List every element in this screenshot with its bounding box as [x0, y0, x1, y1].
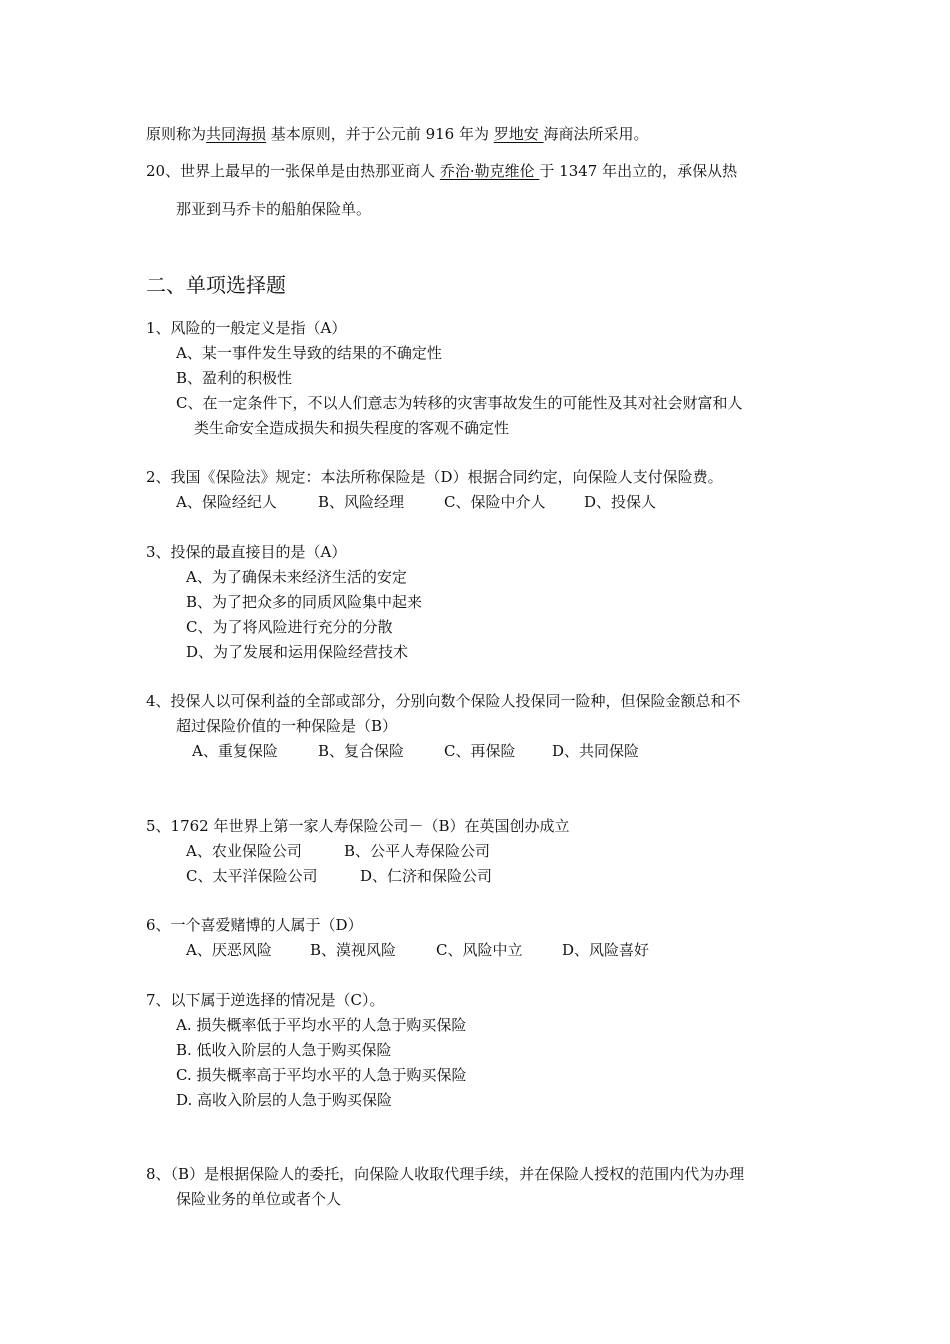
option-d: D、共同保险 — [552, 742, 640, 760]
option-d: D、为了发展和运用保险经营技术 — [186, 643, 409, 661]
intro-text: 原则称为 — [146, 125, 207, 143]
option-a: A、为了确保未来经济生活的安定 — [186, 568, 407, 586]
option-c: C、太平洋保险公司 — [186, 867, 318, 885]
option-b: B、为了把众多的同质风险集中起来 — [186, 593, 423, 611]
option-b: B、盈利的积极性 — [176, 369, 293, 387]
options-row — [186, 940, 649, 960]
option-b: B、公平人寿保险公司 — [344, 842, 491, 860]
intro-text: 基本原则，并于公元前 916 年为 — [266, 125, 494, 143]
question-text: 于 1347 年出立的，承保从热 — [539, 162, 738, 180]
intro-text: 海商法所采用。 — [543, 125, 649, 143]
question-text: 20、世界上最早的一张保单是由热那亚商人 — [146, 162, 440, 180]
option-a: A、农业保险公司 — [186, 842, 302, 860]
option-b: B、风险经理 — [318, 493, 405, 511]
option-b: B. 低收入阶层的人急于购买保险 — [176, 1041, 392, 1059]
option-a: A. 损失概率低于平均水平的人急于购买保险 — [176, 1016, 467, 1034]
intro-line-1 — [146, 124, 649, 144]
option-d: D、投保人 — [584, 493, 657, 511]
question-5: 5、1762 年世界上第一家人寿保险公司－（B）在英国创办成立 — [146, 817, 570, 835]
option-c: C. 损失概率高于平均水平的人急于购买保险 — [176, 1066, 467, 1084]
question-3: 3、投保的最直接目的是（A） — [146, 543, 347, 561]
option-a: A、重复保险 — [192, 742, 278, 760]
options-row — [186, 866, 492, 886]
question-8-continuation: 保险业务的单位或者个人 — [176, 1190, 342, 1208]
options-row — [186, 841, 490, 861]
option-b: B、复合保险 — [318, 742, 405, 760]
option-c: C、风险中立 — [436, 941, 523, 959]
question-4-continuation: 超过保险价值的一种保险是（B） — [176, 717, 398, 735]
option-a: A、保险经纪人 — [176, 493, 277, 511]
option-c: C、在一定条件下，不以人们意志为转移的灾害事故发生的可能性及其对社会财富和人 — [176, 394, 743, 412]
option-c: C、保险中介人 — [444, 493, 546, 511]
option-d: D. 高收入阶层的人急于购买保险 — [176, 1091, 393, 1109]
question-6: 6、一个喜爱赌博的人属于（D） — [146, 916, 363, 934]
option-a: A、某一事件发生导致的结果的不确定性 — [176, 344, 442, 362]
answer-blank: 共同海损 — [206, 125, 267, 143]
options-row — [176, 492, 656, 512]
question-20-continuation: 那亚到马乔卡的船舶保险单。 — [176, 200, 372, 218]
question-8: 8、（B）是根据保险人的委托，向保险人收取代理手续，并在保险人授权的范围内代为办理 — [146, 1165, 745, 1183]
option-c: C、再保险 — [444, 742, 516, 760]
question-1: 1、风险的一般定义是指（A） — [146, 319, 347, 337]
section-title: 二、单项选择题 — [146, 273, 286, 297]
question-4: 4、投保人以可保利益的全部或部分，分别向数个保险人投保同一险种，但保险金额总和不 — [146, 692, 741, 710]
option-d: D、仁济和保险公司 — [360, 867, 493, 885]
question-20 — [146, 161, 737, 181]
option-a: A、厌恶风险 — [186, 941, 272, 959]
options-row — [192, 741, 639, 761]
option-c: C、为了将风险进行充分的分散 — [186, 618, 393, 636]
question-7: 7、以下属于逆选择的情况是（C）。 — [146, 991, 385, 1009]
option-b: B、漠视风险 — [310, 941, 397, 959]
answer-blank: 罗地安 — [493, 125, 544, 143]
question-2: 2、我国《保险法》规定：本法所称保险是（D）根据合同约定，向保险人支付保险费。 — [146, 468, 723, 486]
option-c-continuation: 类生命安全造成损失和损失程度的客观不确定性 — [194, 419, 510, 437]
answer-blank: 乔治·勒克维伦 — [439, 162, 540, 180]
option-d: D、风险喜好 — [562, 941, 650, 959]
